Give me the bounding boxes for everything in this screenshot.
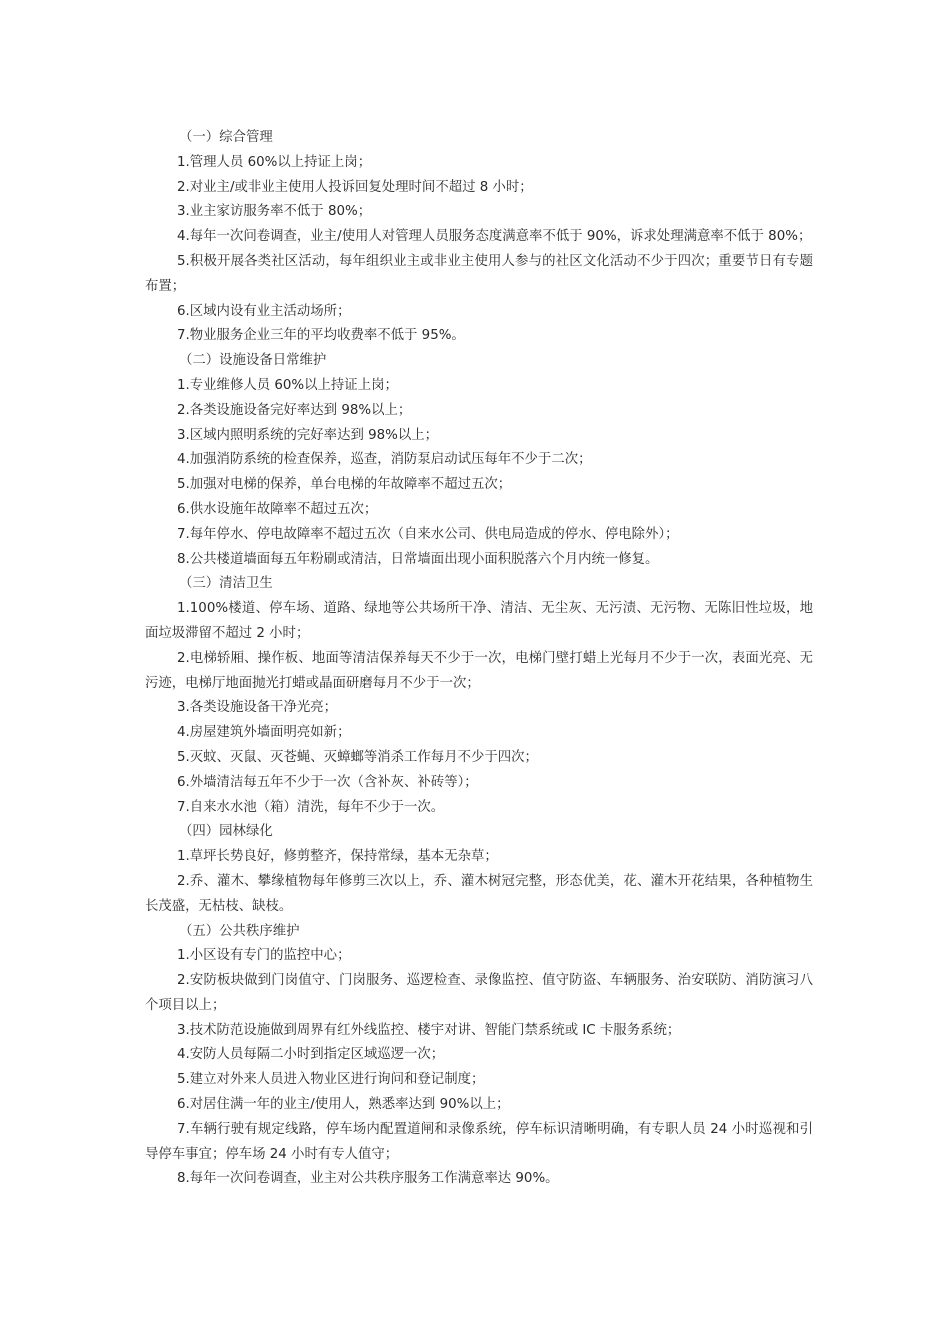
list-item: 4.房屋建筑外墙面明亮如新；: [177, 725, 351, 741]
list-item: 1.小区设有专门的监控中心；: [177, 948, 351, 964]
list-item: 2.各类设施设备完好率达到 98%以上；: [177, 402, 412, 418]
list-item: 1.草坪长势良好，修剪整齐，保持常绿，基本无杂草；: [177, 849, 498, 865]
list-item: 7.每年停水、停电故障率不超过五次（自来水公司、供电局造成的停水、停电除外）；: [177, 526, 679, 542]
list-item: 2.对业主/或非业主使用人投诉回复处理时间不超过 8 小时；: [177, 179, 533, 195]
list-item: 3.业主家访服务率不低于 80%；: [177, 204, 372, 220]
list-item: 2.乔、灌木、攀缘植物每年修剪三次以上，乔、灌木树冠完整，形态优美，花、灌木开花结果，各种植物生长茂盛，无枯枝、缺枝。: [145, 873, 813, 914]
list-item: 3.技术防范设施做到周界有红外线监控、楼宇对讲、智能门禁系统或 IC 卡服务系统；: [177, 1022, 681, 1038]
list-item: 1.专业维修人员 60%以上持证上岗；: [177, 377, 398, 393]
list-item: 5.加强对电梯的保养，单台电梯的年故障率不超过五次；: [177, 477, 512, 493]
list-item: 6.对居住满一年的业主/使用人，熟悉率达到 90%以上；: [177, 1097, 510, 1113]
list-item: 4.每年一次问卷调查，业主/使用人对管理人员服务态度满意率不低于 90%，诉求处理满意率不低于 80%；: [177, 229, 812, 245]
list-item: 5.建立对外来人员进入物业区进行询问和登记制度；: [177, 1072, 485, 1088]
list-item: 1.管理人员 60%以上持证上岗；: [177, 154, 372, 170]
list-item: 7.车辆行驶有规定线路，停车场内配置道闸和录像系统，停车标识清晰明确，有专职人员 24 小时巡视和引导停车事宜；停车场 24 小时有专人值守；: [145, 1121, 813, 1162]
list-item: 7.物业服务企业三年的平均收费率不低于 95%。: [177, 328, 465, 344]
list-item: 4.安防人员每隔二小时到指定区域巡逻一次；: [177, 1047, 445, 1063]
list-item: 7.自来水水池（箱）清洗，每年不少于一次。: [177, 799, 445, 815]
list-item: 2.电梯轿厢、操作板、地面等清洁保养每天不少于一次，电梯门壁打蜡上光每月不少于一次，表面光亮、无污迹，电梯厅地面抛光打蜡或晶面研磨每月不少于一次；: [145, 650, 813, 691]
list-item: 6.区域内设有业主活动场所；: [177, 303, 351, 319]
section-heading-general-management: （一）综合管理: [179, 130, 273, 145]
list-item: 5.灭蚊、灭鼠、灭苍蝇、灭蟑螂等消杀工作每月不少于四次；: [177, 749, 538, 765]
list-item: 3.区域内照明系统的完好率达到 98%以上；: [177, 427, 439, 443]
list-item: 3.各类设施设备干净光亮；: [177, 700, 338, 716]
list-item: 4.加强消防系统的检查保养，巡查，消防泵启动试压每年不少于二次；: [177, 452, 592, 468]
document-page: [145, 126, 813, 1192]
section-heading-cleaning: （三）清洁卫生: [179, 576, 273, 592]
section-heading-facility-maintenance: （二）设施设备日常维护: [179, 353, 327, 369]
list-item: 6.外墙清洁每五年不少于一次（含补灰、补砖等）；: [177, 774, 478, 790]
section-heading-public-order: （五）公共秩序维护: [179, 923, 300, 939]
list-item: 5.积极开展各类社区活动，每年组织业主或非业主使用人参与的社区文化活动不少于四次；重要节日有专题布置；: [145, 253, 813, 294]
section-heading-landscaping: （四）园林绿化: [179, 824, 273, 840]
list-item: 6.供水设施年故障率不超过五次；: [177, 501, 378, 517]
list-item: 2.安防板块做到门岗值守、门岗服务、巡逻检查、录像监控、值守防盗、车辆服务、治安联防、消防演习八个项目以上；: [145, 973, 813, 1013]
list-item: 8.每年一次问卷调查，业主对公共秩序服务工作满意率达 90%。: [177, 1171, 559, 1187]
list-item: 1.100%楼道、停车场、道路、绿地等公共场所干净、清洁、无尘灰、无污渍、无污物、无陈旧性垃圾，地面垃圾滞留不超过 2 小时；: [145, 601, 813, 641]
list-item: 8.公共楼道墙面每五年粉刷或清洁，日常墙面出现小面积脱落六个月内统一修复。: [177, 551, 659, 567]
